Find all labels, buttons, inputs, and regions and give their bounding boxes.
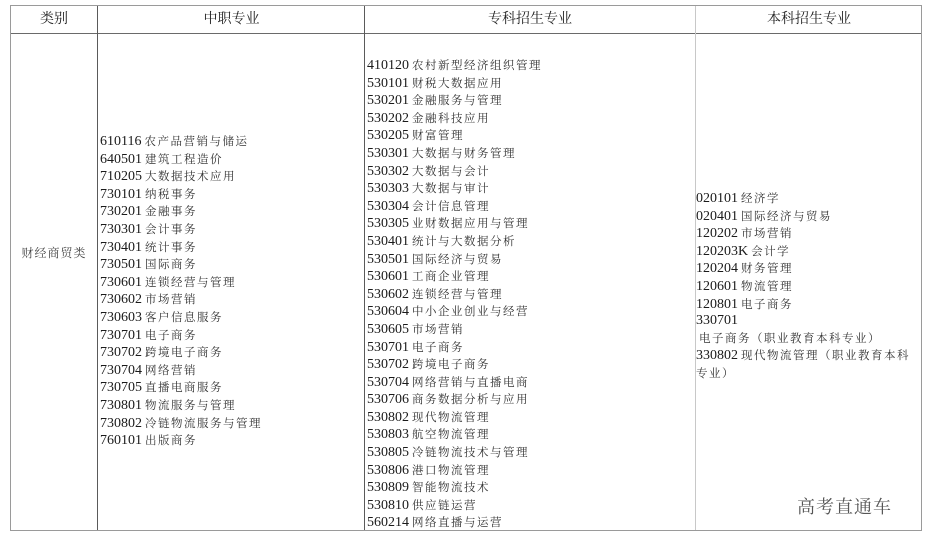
- header-category: 类别: [40, 11, 68, 27]
- major-code: 530205: [367, 128, 409, 144]
- major-item: [100, 432, 262, 450]
- major-item: [100, 379, 262, 397]
- major-name: 财税大数据应用: [412, 75, 503, 90]
- major-name: 智能物流技术: [412, 480, 490, 495]
- major-item: [367, 198, 542, 216]
- major-code: 530604: [367, 304, 409, 320]
- major-item: [367, 145, 542, 163]
- major-item: [696, 260, 918, 278]
- major-code: 530602: [367, 286, 409, 302]
- major-item: [367, 339, 542, 357]
- category-cell: 财经商贸类: [21, 246, 87, 260]
- major-name: 经济学: [741, 191, 780, 205]
- major-name: 网络营销与直播电商: [412, 374, 529, 389]
- major-name: 统计事务: [145, 239, 197, 254]
- major-item: [367, 356, 542, 374]
- major-name: 市场营销: [412, 321, 464, 336]
- major-code: 730801: [100, 397, 142, 413]
- major-item: [367, 251, 542, 269]
- major-code: 530809: [367, 480, 409, 496]
- major-code: 730701: [100, 327, 142, 343]
- major-item: [696, 243, 918, 261]
- major-code: 020401: [696, 208, 738, 224]
- major-code: 730603: [100, 309, 142, 325]
- junior-college-list: [367, 57, 542, 532]
- major-item: [100, 203, 262, 221]
- major-name: 港口物流管理: [412, 462, 490, 477]
- major-code: 530305: [367, 216, 409, 232]
- major-item: [696, 190, 918, 208]
- major-code: 530702: [367, 357, 409, 373]
- major-code: 530706: [367, 392, 409, 408]
- major-item: [696, 208, 918, 226]
- major-item: [696, 313, 918, 347]
- secondary-vocational-list: [100, 133, 262, 450]
- major-name: 网络直播与运营: [412, 515, 503, 530]
- major-code: 730601: [100, 274, 142, 290]
- major-item: [696, 347, 918, 382]
- major-name: 统计与大数据分析: [412, 233, 516, 248]
- major-code: 730501: [100, 257, 142, 273]
- major-item: [100, 221, 262, 239]
- major-item: [100, 344, 262, 362]
- major-item: [100, 239, 262, 257]
- major-code: 120203K: [696, 243, 749, 259]
- major-code: 730401: [100, 239, 142, 255]
- major-item: [367, 127, 542, 145]
- major-item: [367, 233, 542, 251]
- major-code: 530805: [367, 445, 409, 461]
- major-code: 730802: [100, 415, 142, 431]
- major-code: 760101: [100, 433, 142, 449]
- major-item: [367, 514, 542, 532]
- major-name: 连锁经营与管理: [412, 286, 503, 301]
- major-name: 大数据技术应用: [145, 169, 236, 184]
- major-item: [100, 397, 262, 415]
- major-item: [367, 286, 542, 304]
- major-name: 市场营销: [741, 226, 793, 241]
- major-name: 电子商务: [741, 296, 793, 311]
- major-code: 530704: [367, 374, 409, 390]
- major-name: 物流管理: [741, 278, 793, 293]
- major-name: 业财数据应用与管理: [412, 216, 529, 231]
- undergraduate-list: [696, 190, 918, 383]
- major-code: 530101: [367, 75, 409, 91]
- major-code: 330701: [696, 313, 738, 329]
- major-name: 商务数据分析与应用: [412, 392, 529, 407]
- major-item: [367, 57, 542, 75]
- major-code: 530810: [367, 497, 409, 513]
- major-item: [100, 168, 262, 186]
- major-item: [367, 374, 542, 392]
- undergraduate-column: [696, 34, 922, 530]
- major-name: 冷链物流技术与管理: [412, 445, 529, 460]
- major-code: 730101: [100, 186, 142, 202]
- major-code: 530605: [367, 321, 409, 337]
- header-secondary-vocational: 中职专业: [203, 11, 260, 27]
- major-name: 会计学: [751, 243, 791, 258]
- major-name: 现代物流管理（职业教育本科专业）: [696, 348, 910, 380]
- major-item: [367, 479, 542, 497]
- major-code: 530401: [367, 233, 409, 249]
- major-code: 710205: [100, 169, 142, 185]
- major-name: 连锁经营与管理: [145, 274, 236, 289]
- major-code: 530302: [367, 163, 409, 179]
- major-item: [367, 444, 542, 462]
- major-code: 610116: [100, 134, 142, 149]
- watermark: 高考直通车: [797, 497, 892, 518]
- major-name: 农村新型经济组织管理: [412, 58, 542, 72]
- major-item: [100, 291, 262, 309]
- major-name: 纳税事务: [145, 186, 197, 201]
- major-code: 730602: [100, 292, 142, 308]
- major-code: 120202: [696, 226, 738, 242]
- major-name: 电子商务: [412, 339, 464, 354]
- major-code: 330802: [696, 348, 738, 364]
- major-name: 市场营销: [145, 292, 197, 307]
- major-name: 农产品营销与储运: [144, 134, 249, 148]
- major-item: [367, 391, 542, 409]
- major-item: [100, 186, 262, 204]
- major-name: 客户信息服务: [145, 309, 223, 324]
- major-code: 730201: [100, 204, 142, 220]
- major-item: [100, 362, 262, 380]
- table-header-row: [11, 6, 921, 34]
- major-name: 会计信息管理: [412, 198, 490, 213]
- major-code: 120601: [696, 278, 738, 294]
- major-item: [367, 180, 542, 198]
- major-code: 410120: [367, 58, 409, 73]
- major-code: 120204: [696, 261, 738, 277]
- major-name: 物流服务与管理: [145, 397, 236, 412]
- major-name: 国际经济与贸易: [412, 251, 503, 266]
- major-code: 120801: [696, 296, 738, 312]
- major-name: 直播电商服务: [145, 380, 223, 395]
- major-code: 530301: [367, 145, 409, 161]
- major-item: [100, 133, 262, 151]
- major-name: 国际商务: [145, 257, 197, 272]
- major-name: 中小企业创业与经营: [412, 304, 529, 319]
- header-junior-college: 专科招生专业: [488, 11, 572, 27]
- major-item: [100, 309, 262, 327]
- major-name: 会计事务: [145, 221, 197, 236]
- header-undergraduate: 本科招生专业: [767, 11, 851, 27]
- major-code: 640501: [100, 151, 142, 167]
- major-name: 建筑工程造价: [145, 151, 223, 166]
- major-code: 530201: [367, 93, 409, 109]
- major-code: 530803: [367, 427, 409, 443]
- major-item: [100, 327, 262, 345]
- major-name: 冷链物流服务与管理: [145, 415, 262, 430]
- junior-college-column: [365, 34, 695, 530]
- major-name: 金融事务: [145, 204, 197, 219]
- major-item: [696, 225, 918, 243]
- major-code: 530701: [367, 339, 409, 355]
- major-item: [367, 110, 542, 128]
- major-code: 530303: [367, 181, 409, 197]
- major-name: 金融服务与管理: [412, 93, 503, 108]
- major-name: 供应链运营: [412, 497, 477, 512]
- major-code: 730301: [100, 221, 142, 237]
- secondary-vocational-column: [98, 34, 364, 530]
- major-item: [367, 497, 542, 515]
- major-name: 金融科技应用: [412, 110, 490, 125]
- major-name: 跨境电子商务: [145, 345, 223, 360]
- major-code: 560214: [367, 515, 409, 531]
- major-item: [367, 462, 542, 480]
- major-name: 大数据与财务管理: [412, 145, 516, 160]
- major-name: 大数据与审计: [412, 181, 490, 196]
- major-item: [367, 215, 542, 233]
- major-code: 730705: [100, 380, 142, 396]
- major-code: 530806: [367, 462, 409, 478]
- major-code: 530202: [367, 110, 409, 126]
- major-item: [367, 92, 542, 110]
- major-item: [100, 415, 262, 433]
- major-item: [367, 268, 542, 286]
- major-code: 530802: [367, 409, 409, 425]
- major-item: [367, 321, 542, 339]
- major-code: 730702: [100, 345, 142, 361]
- major-item: [100, 256, 262, 274]
- major-code: 530304: [367, 198, 409, 214]
- major-item: [100, 274, 262, 292]
- major-name: 现代物流管理: [412, 409, 490, 424]
- major-name: 航空物流管理: [412, 427, 490, 442]
- major-item: [696, 278, 918, 296]
- major-name: 财富管理: [412, 128, 464, 143]
- major-name: 工商企业管理: [412, 269, 490, 284]
- major-name: 电子商务（职业教育本科专业）: [699, 330, 881, 345]
- major-item: [367, 75, 542, 93]
- major-code: 530501: [367, 251, 409, 267]
- major-code: 730704: [100, 362, 142, 378]
- major-code: 020101: [696, 191, 738, 206]
- major-item: [100, 151, 262, 169]
- major-name: 财务管理: [741, 261, 793, 276]
- major-name: 大数据与会计: [412, 163, 490, 178]
- major-item: [367, 163, 542, 181]
- major-name: 国际经济与贸易: [741, 208, 832, 223]
- major-item: [367, 303, 542, 321]
- majors-table: [10, 5, 922, 531]
- major-name: 网络营销: [145, 362, 197, 377]
- major-item: [367, 426, 542, 444]
- major-name: 跨境电子商务: [412, 357, 490, 372]
- major-code: 530601: [367, 269, 409, 285]
- major-item: [696, 296, 918, 314]
- major-name: 电子商务: [145, 327, 197, 342]
- major-name: 出版商务: [145, 433, 197, 448]
- major-item: [367, 409, 542, 427]
